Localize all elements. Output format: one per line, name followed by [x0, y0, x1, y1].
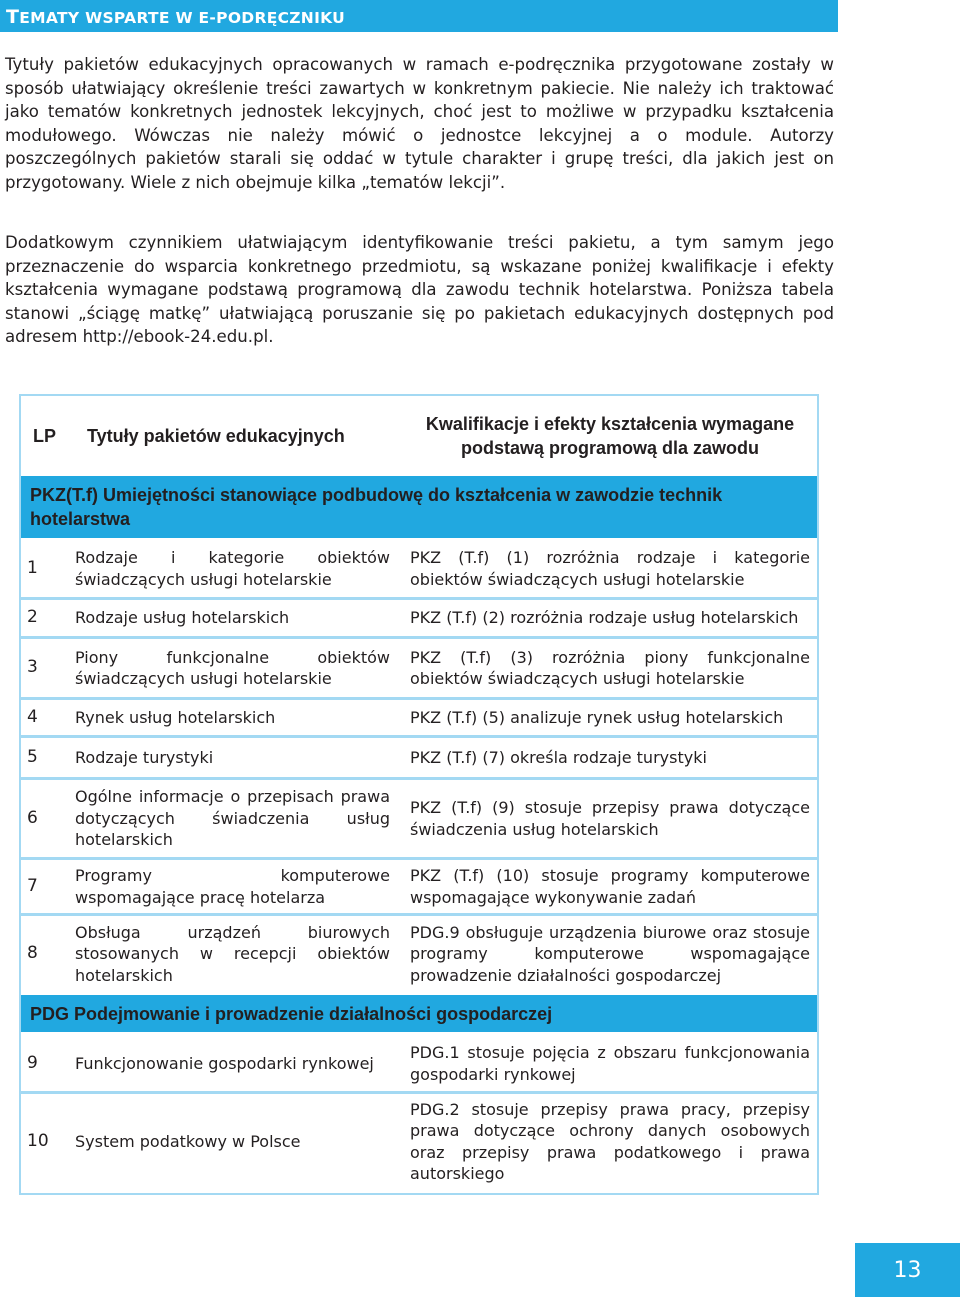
header-qualification: Kwalifikacje i efekty kształcenia wymagane podstawą programową dla zawodu [425, 413, 795, 458]
intro-paragraph-2: Dodatkowym czynnikiem ułatwiającym identyfikowanie treści pakietu, a tym samym jego przeznaczenie do wsparcia konkretnego przedmiotu, są wskazane poniżej kwalifikacje i efekty kształcenia wymagane podstawą programową dla zawodu technik hotelarstwa. Poniższa tabela stanowi „ściągę matkę” ułatwiającą poruszanie się po pakietach edukacyjnych dostępnych pod adresem http://ebook-24.edu.pl. [5, 233, 834, 346]
row-lp: 7 [27, 875, 38, 896]
packages-table [19, 394, 819, 1195]
row-title: Rodzaje i kategorie obiektów świadczących usługi hotelarskie [75, 548, 390, 589]
row-title: Piony funkcjonalne obiektów świadczących usługi hotelarskie [75, 647, 390, 688]
section-label-pkz: PKZ(T.f) Umiejętności stanowiące podbudowę do kształcenia w zawodzie technik hotelarstwa [30, 485, 723, 529]
row-title: Rynek usług hotelarskich [75, 707, 276, 727]
row-title: Rodzaje usług hotelarskich [75, 608, 290, 628]
row-lp: 10 [27, 1130, 49, 1151]
row-title: Programy komputerowe wspomagające pracę hotelarza [75, 866, 390, 907]
row-qualification: PKZ (T.f) (9) stosuje przepisy prawa dotyczące świadczenia usług hotelarskich [410, 798, 810, 839]
section-title [6, 6, 345, 28]
row-qualification: PKZ (T.f) (1) rozróżnia rodzaje i kategorie obiektów świadczących usługi hotelarskie [410, 548, 810, 589]
row-qualification: PKZ (T.f) (5) analizuje rynek usług hotelarskich [410, 707, 784, 727]
row-title: Ogólne informacje o przepisach prawa dotyczących świadczenia usług hotelarskich [75, 787, 390, 850]
section-label-pdg: PDG Podejmowanie i prowadzenie działalności gospodarczej [30, 1003, 553, 1024]
row-lp: 4 [27, 706, 38, 727]
row-title: Rodzaje turystyki [75, 747, 214, 767]
header-title: Tytuły pakietów edukacyjnych [87, 425, 345, 446]
row-qualification: PDG.9 obsługuje urządzenia biurowe oraz stosuje programy komputerowe wspomagające prowadzenie działalności gospodarczej [410, 922, 810, 985]
row-title: System podatkowy w Polsce [75, 1131, 301, 1151]
row-lp: 5 [27, 746, 38, 767]
section-band-pkz [21, 476, 817, 538]
page-number: 13 [855, 1243, 960, 1297]
row-qualification: PKZ (T.f) (2) rozróżnia rodzaje usług hotelarskich [410, 608, 799, 628]
row-lp: 6 [27, 807, 38, 828]
section-title-initial: T [6, 6, 20, 28]
row-lp: 9 [27, 1052, 38, 1073]
row-qualification: PDG.2 stosuje przepisy prawa pracy, przepisy prawa dotyczące ochrony danych osobowych oraz przepisy prawa podatkowego i prawa autorskiego [410, 1099, 810, 1183]
row-lp: 3 [27, 657, 38, 678]
row-title: Obsługa urządzeń biurowych stosowanych w recepcji obiektów hotelarskich [75, 922, 390, 985]
row-qualification: PKZ (T.f) (10) stosuje programy komputerowe wspomagające wykonywanie zadań [410, 866, 810, 907]
row-lp: 8 [27, 943, 38, 964]
intro-paragraph-1: Tytuły pakietów edukacyjnych opracowanych w ramach e-podręcznika przygotowane zostały w sposób ułatwiający określenie treści zawartych w konkretnym pakiecie. Nie należy ich traktować jako tematów konkretnych jednostek lekcyjnych, choć jest to możliwe w przypadku kształcenia modułowego. Wówczas nie należy mówić o jednostce lekcyjnej a o module. Autorzy poszczególnych pakietów starali się oddać w tytule charakter i grupę treści, dla jakich jest on przygotowany. Wiele z nich obejmuje kilka „tematów lekcji”. [5, 55, 834, 192]
row-title: Funkcjonowanie gospodarki rynkowej [75, 1053, 374, 1073]
row-qualification: PKZ (T.f) (3) rozróżnia piony funkcjonalne obiektów świadczących usługi hotelarskie [410, 647, 810, 688]
row-lp: 1 [27, 557, 38, 578]
section-title-rest: EMATY WSPARTE W E-PODRĘCZNIKU [19, 9, 346, 27]
row-qualification: PDG.1 stosuje pojęcia z obszaru funkcjonowania gospodarki rynkowej [410, 1043, 810, 1084]
row-lp: 2 [27, 607, 38, 628]
section-band-pdg [21, 995, 817, 1032]
section-title-bar [0, 0, 838, 32]
row-qualification: PKZ (T.f) (7) określa rodzaje turystyki [410, 747, 707, 767]
header-lp: LP [33, 425, 57, 446]
